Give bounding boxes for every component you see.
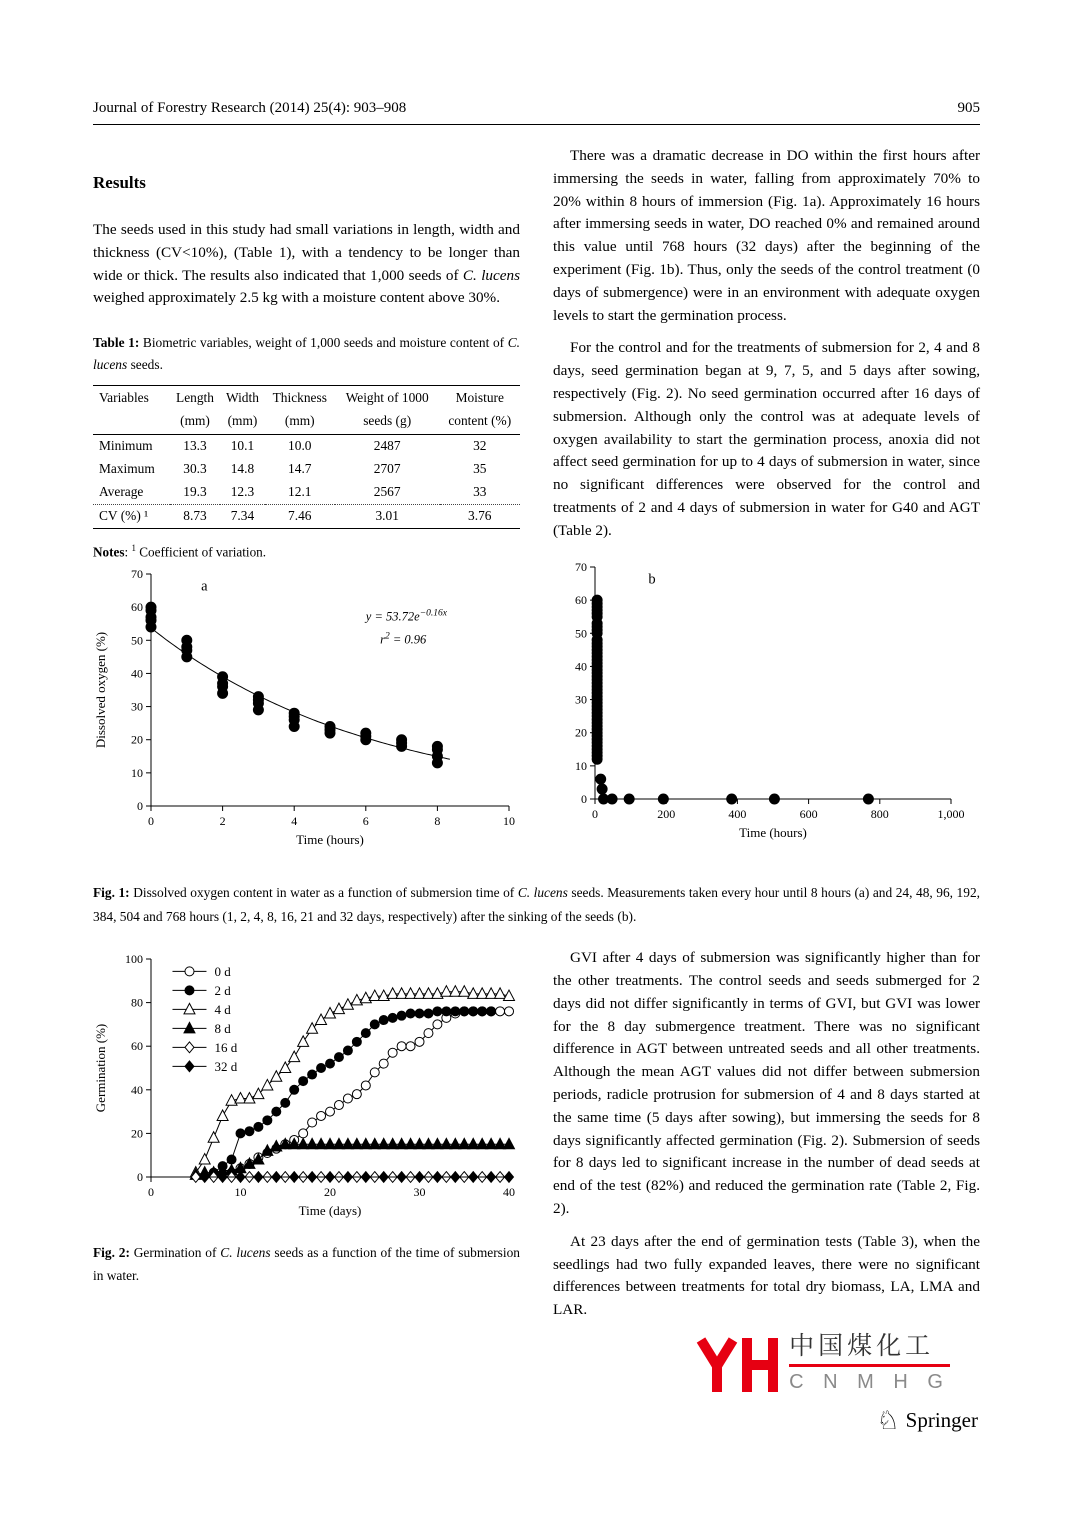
- svg-text:Dissolved oxygen (%): Dissolved oxygen (%): [93, 631, 108, 749]
- svg-text:10: 10: [575, 758, 587, 773]
- cnmhg-chinese-text: 中国煤化工: [789, 1330, 935, 1360]
- svg-text:Time (hours): Time (hours): [296, 831, 364, 847]
- table1-cell: 8.73: [183, 508, 207, 524]
- svg-text:32 d: 32 d: [214, 1059, 238, 1075]
- table1-cell: CV (%) ¹: [99, 508, 149, 524]
- svg-text:70: 70: [131, 566, 143, 581]
- svg-text:Time (hours): Time (hours): [739, 824, 807, 840]
- svg-text:6: 6: [362, 813, 369, 828]
- table1-cell: 2707: [373, 461, 401, 477]
- svg-text:b: b: [648, 571, 656, 588]
- table1-cell: 7.46: [288, 508, 312, 524]
- svg-text:40: 40: [131, 666, 143, 681]
- svg-text:0: 0: [581, 791, 587, 806]
- svg-text:20: 20: [575, 725, 587, 740]
- svg-text:4: 4: [291, 813, 298, 828]
- cnmhg-text-block: [789, 1332, 950, 1394]
- table1-cell: 14.8: [230, 461, 255, 477]
- table1-cell: Minimum: [99, 438, 153, 454]
- cnmhg-latin-text: C N M H G: [789, 1370, 950, 1393]
- table1-header-cell: Width: [225, 389, 259, 405]
- right-column-lower: [553, 947, 980, 1434]
- journal-reference: Journal of Forestry Research (2014) 25(4): 903–908: [93, 100, 407, 116]
- table1-cell: 30.3: [183, 461, 207, 477]
- svg-text:200: 200: [657, 806, 676, 821]
- right-column: [553, 125, 980, 857]
- svg-text:r2 = 0.96: $r^2 = 0.96$: [380, 631, 427, 647]
- svg-text:800: 800: [870, 806, 889, 821]
- springer-wordmark: Springer: [905, 1408, 978, 1433]
- table1: [93, 385, 520, 529]
- svg-text:50: 50: [575, 625, 587, 640]
- table1-cell: Average: [93, 481, 170, 505]
- cnmhg-underline: [789, 1364, 950, 1367]
- table1-cell: 12.1: [265, 481, 335, 505]
- table1-header-cell: Variables: [99, 389, 149, 405]
- svg-text:20: 20: [131, 732, 143, 747]
- svg-text:Time (days): Time (days): [298, 1203, 362, 1219]
- svg-text:70: 70: [575, 559, 587, 574]
- svg-text:8: 8: [434, 813, 441, 828]
- table1-cell: 33: [440, 481, 520, 505]
- springer-horse-icon: ♘: [876, 1405, 900, 1435]
- svg-text:0: 0: [148, 813, 154, 828]
- svg-text:40: 40: [575, 658, 587, 673]
- fig1b-chart: [553, 553, 980, 850]
- svg-text:30: 30: [131, 699, 143, 714]
- table1-cell: 3.01: [375, 508, 399, 524]
- table1-header-cell: Length: [176, 389, 214, 405]
- cnmhg-logo: [693, 1332, 950, 1398]
- footer-logos: [553, 1332, 980, 1434]
- table1-cell: 7.34: [230, 508, 255, 524]
- table1-header-cell: seeds (g): [335, 409, 440, 434]
- svg-text:4 d: 4 d: [214, 1002, 231, 1018]
- svg-text:2: 2: [219, 813, 226, 828]
- svg-text:y = 53.72e−0.16x: $y = 53.72e^{-0.16x}$: [365, 608, 447, 624]
- page-header: [93, 100, 980, 125]
- table1-cell: 13.3: [183, 438, 207, 454]
- svg-text:2 d: 2 d: [214, 983, 231, 999]
- svg-text:80: 80: [131, 995, 143, 1010]
- svg-text:60: 60: [131, 600, 143, 615]
- svg-text:10: 10: [503, 813, 515, 828]
- svg-text:100: 100: [125, 952, 143, 967]
- table1-row: [93, 504, 520, 528]
- table1-cell: 3.76: [468, 508, 492, 524]
- fig1-caption: Fig. 1: Dissolved oxygen content in water as a function of submersion time of C. lucens seeds. Measurements taken every hour until 8 hours (a) and 24, 48, 96, 192, 384, 504 and 768 hours (1, 2, 4, 8, 16, 21 and 32 days, respectively) after the sinking of the seeds (b).: [93, 884, 980, 925]
- svg-text:10: 10: [234, 1185, 247, 1200]
- table1-cell: 32: [473, 438, 487, 454]
- springer-logo: [876, 1405, 978, 1435]
- table1-cell: 35: [473, 461, 487, 477]
- svg-text:10: 10: [131, 765, 143, 780]
- table1-cell: 2487: [373, 438, 401, 454]
- left-column-lower: [93, 947, 520, 1434]
- right-paragraph-4: At 23 days after the end of germination tests (Table 3), when the seedlings had two fully expanded leaves, there were no significant differences between treatments for total dry biomass, LA, LMA and LAR.: [553, 1232, 980, 1319]
- svg-text:60: 60: [131, 1039, 143, 1054]
- table1-row: [93, 481, 520, 505]
- fig1a-chart: [93, 560, 520, 857]
- table1-cell: 12.3: [220, 481, 264, 505]
- svg-text:0: 0: [137, 798, 143, 813]
- svg-text:0: 0: [148, 1185, 154, 1200]
- table1-row: [93, 458, 520, 481]
- table1-cell: Maximum: [99, 461, 155, 477]
- svg-text:8 d: 8 d: [214, 1021, 231, 1037]
- svg-text:Germination (%): Germination (%): [93, 1023, 108, 1113]
- table1-header-cell: [93, 409, 170, 434]
- table1-header-cell: (mm): [220, 409, 264, 434]
- page-number: 905: [957, 100, 980, 116]
- svg-text:50: 50: [131, 633, 143, 648]
- svg-text:0: 0: [592, 806, 598, 821]
- fig2-caption: Fig. 2: Germination of C. lucens seeds as a function of the time of submersion in water.: [93, 1245, 520, 1283]
- table1-header-cell: Moisture: [455, 389, 504, 405]
- svg-text:30: 30: [575, 692, 587, 707]
- svg-text:16 d: 16 d: [214, 1040, 238, 1056]
- left-column: [93, 125, 520, 857]
- svg-text:1,000: 1,000: [937, 806, 965, 821]
- table1-cell: 10.1: [230, 438, 255, 454]
- table1-cell: 14.7: [288, 461, 312, 477]
- svg-text:20: 20: [324, 1185, 336, 1200]
- table1-header-cell: (mm): [170, 409, 220, 434]
- table1-header-cell: content (%): [440, 409, 520, 434]
- svg-text:40: 40: [131, 1083, 143, 1098]
- table1-header-cell: Weight of 1000: [345, 389, 429, 405]
- right-paragraph-2: For the control and for the treatments of submersion for 2, 4 and 8 days, seed germination began at 9, 7, 5, and 5 days after sowing, respectively (Fig. 2). No seed germination occurred after 16 days of submersion. Although only the control was at adequate levels of oxygen availability to start the germination process, anoxia did not affect seed germination for up to 4 days of submersion in water, since no significant differences were observed for the control and treatments of 2 and 4 days of submersion in water for G40 and AGT (Table 2).: [553, 339, 980, 539]
- table1-header-cell: Thickness: [272, 389, 327, 405]
- svg-text:60: 60: [575, 592, 587, 607]
- band-c: [93, 947, 980, 1434]
- results-heading: Results: [93, 173, 146, 192]
- table1-notes: Notes: $^1$ Coefficient of variation.: [93, 542, 267, 559]
- table1-cell: 19.3: [170, 481, 220, 505]
- table1-cell: 10.0: [288, 438, 312, 454]
- right-paragraph-3: GVI after 4 days of submersion was significantly higher than for the other treatments. The control seeds and seeds submerged for 2 days did not differ significantly in terms of GVI, but GVI was lower for the 8 day submergence treatment. There was no significant difference in AGT between untreated seeds and all other treatments. Although the mean AGT values did not differ between submersion periods, radicle protrusion for submersion of 4 and 8 days started at the same time (5 days after sowing), but immersing the seeds for 8 days significantly affected germination (Fig. 2). Submersion of seeds for 8 days led to significant increase in the number of dead seeds at end of the test (82%) and reduced the germination rate (Table 2, Fig. 2).: [553, 949, 980, 1217]
- band-a: [93, 125, 980, 857]
- cnmhg-logo-mark: [693, 1332, 779, 1398]
- table1-cell: 2567: [335, 481, 440, 505]
- svg-text:20: 20: [131, 1126, 143, 1141]
- table1-header-cell: (mm): [265, 409, 335, 434]
- svg-text:40: 40: [503, 1185, 515, 1200]
- fig2-chart: [93, 947, 520, 1228]
- right-paragraph-1: There was a dramatic decrease in DO within the first hours after immersing the seeds in water, falling from approximately 70% to 20% within 8 hours of immersion (Fig. 1a). Approximately 16 hours after immersing seeds in water, DO reached 0% and remained around this value until 768 hours (32 days) after the beginning of the experiment (Fig. 1b). Thus, only the seeds of the control treatment (0 days of submergence) were in an environment with adequate oxygen levels to start the germination process.: [553, 147, 980, 324]
- svg-text:0 d: 0 d: [214, 964, 231, 980]
- svg-text:30: 30: [413, 1185, 426, 1200]
- table1-caption: Table 1: Biometric variables, weight of 1,000 seeds and moisture content of C. lucens seeds.: [93, 335, 521, 372]
- table1-row: [93, 434, 520, 458]
- left-paragraph-1: The seeds used in this study had small variations in length, width and thickness (CV<10%), (Table 1), with a tendency to be longer than wide or thick. The results also indicated that 1,000 seeds of C. lucens weighed approximately 2.5 kg with a moisture content above 30%.: [93, 221, 520, 307]
- svg-text:600: 600: [799, 806, 818, 821]
- svg-text:a: a: [201, 578, 208, 595]
- svg-text:0: 0: [137, 1170, 143, 1185]
- svg-text:400: 400: [728, 806, 747, 821]
